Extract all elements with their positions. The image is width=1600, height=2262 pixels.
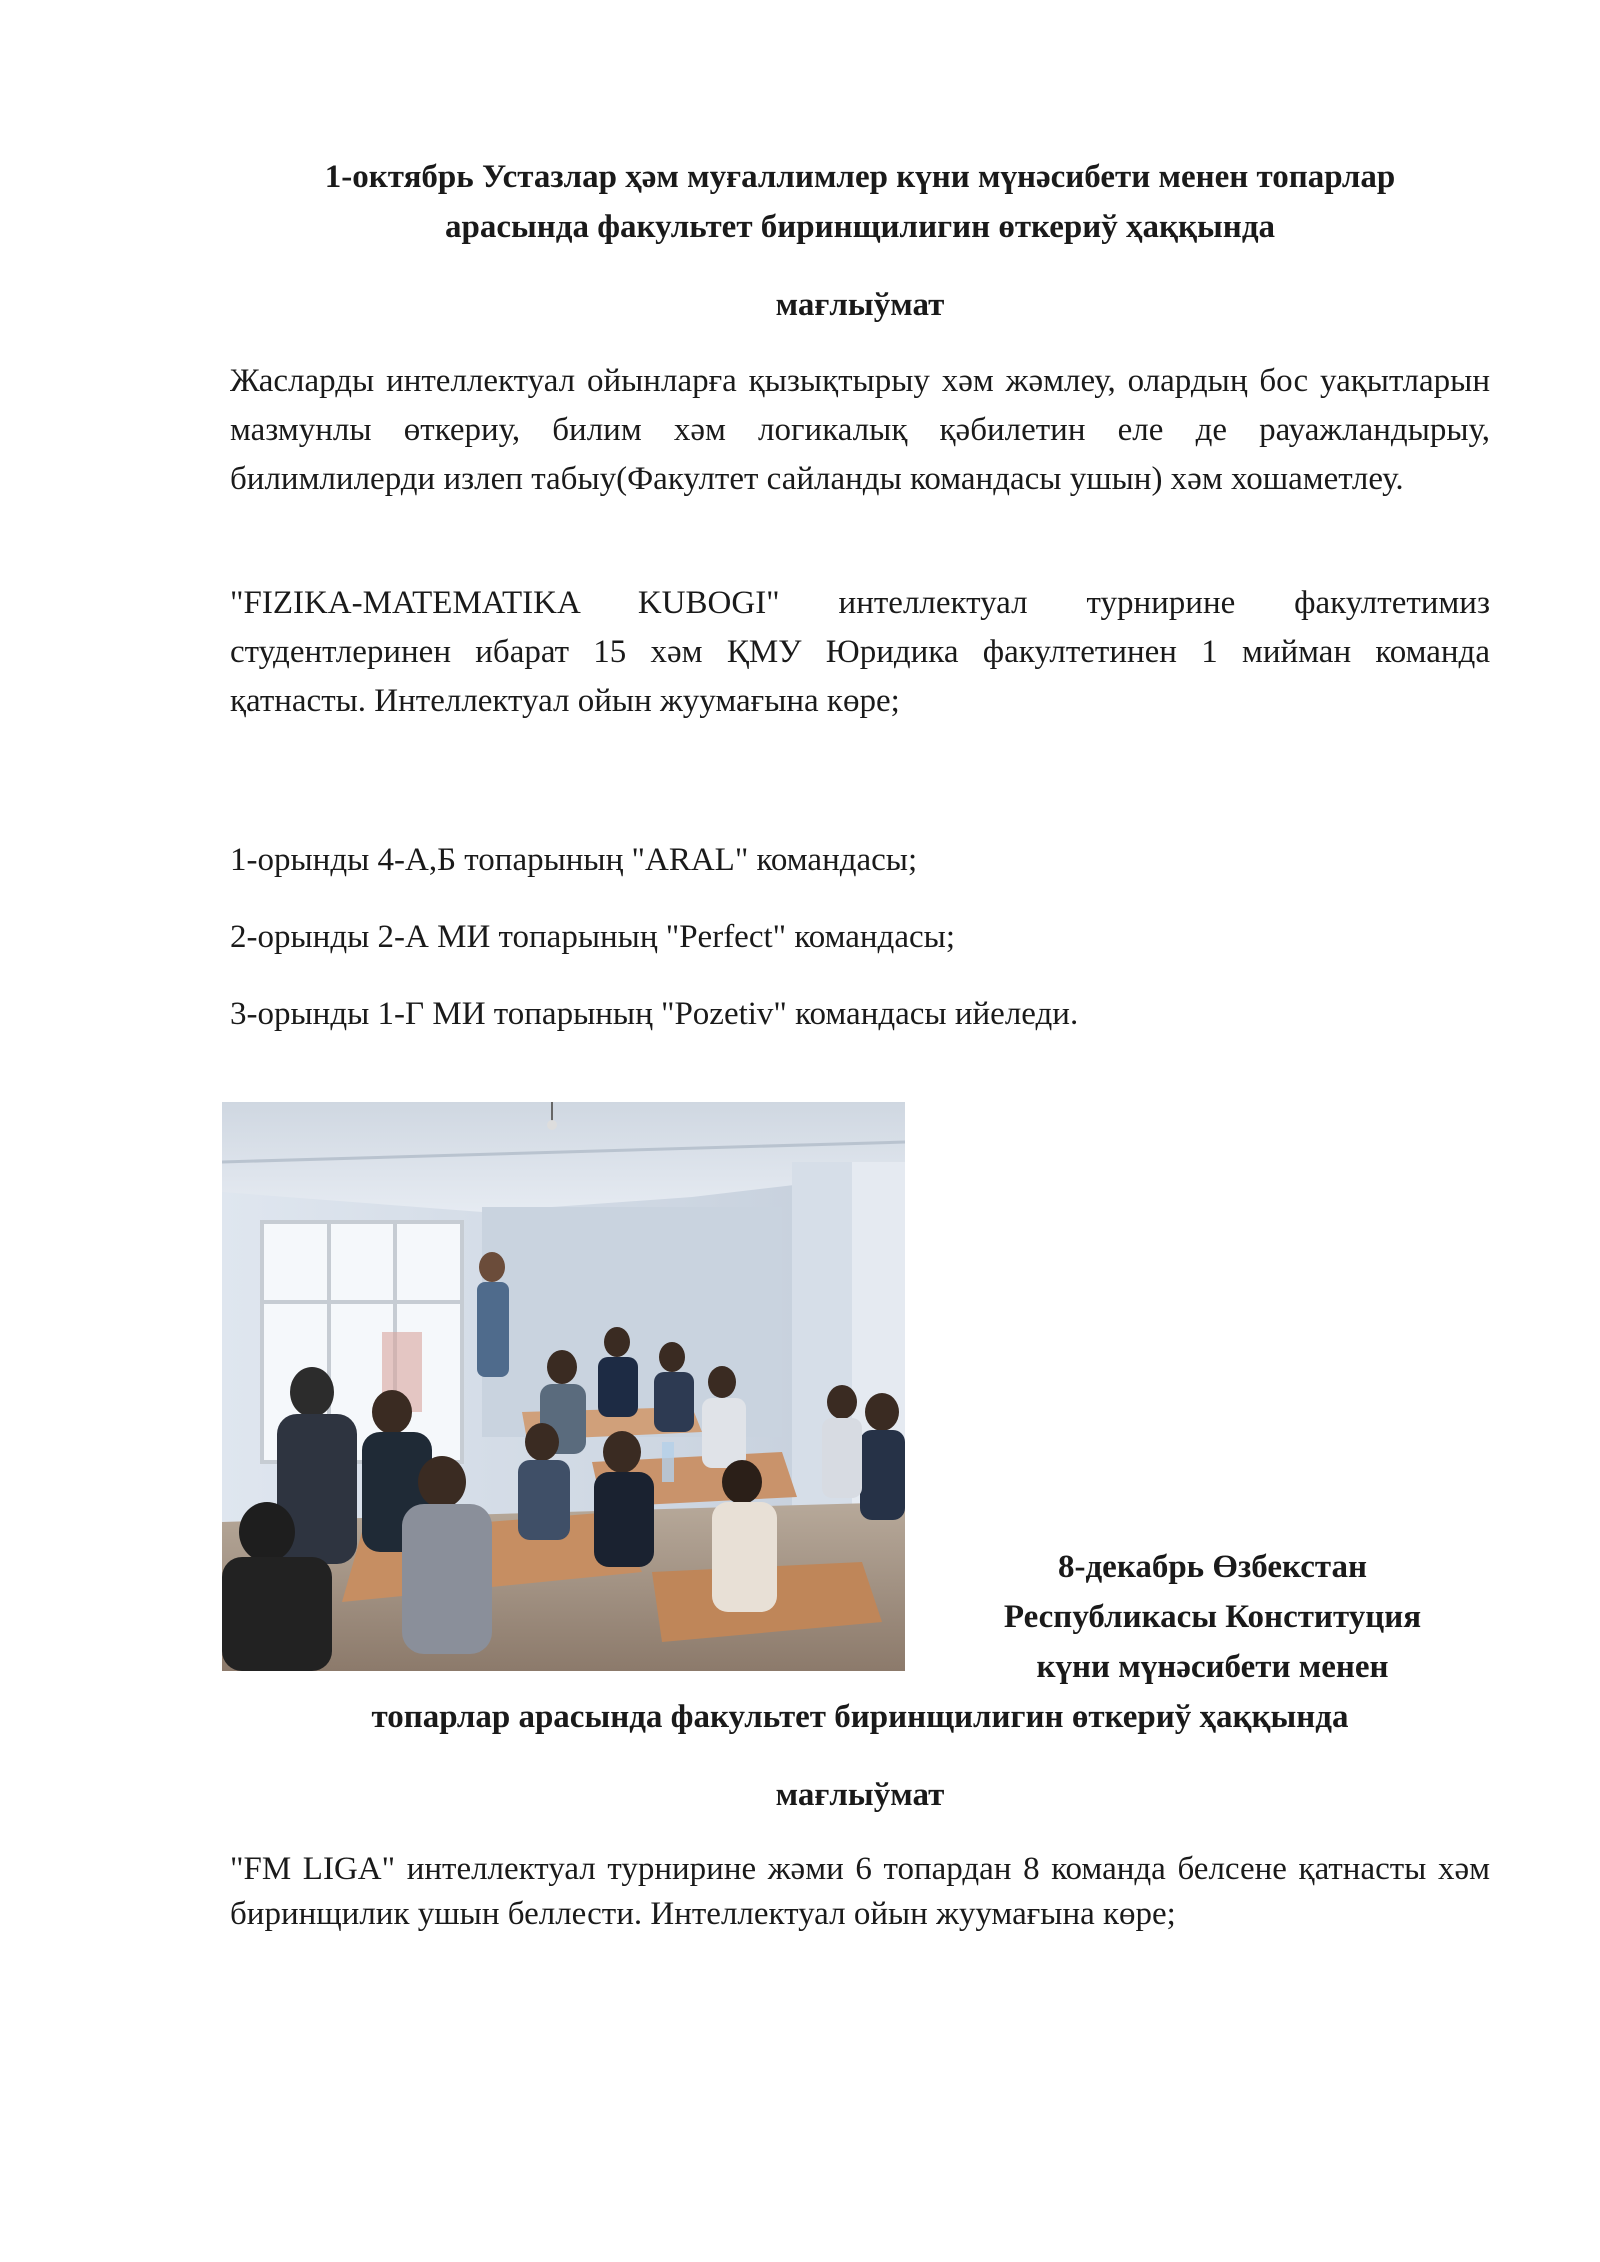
- section2-side-title-line1: 8-декабрь Өзбекстан: [1057, 1549, 1367, 1585]
- result-third-place: 3-орынды 1-Г МИ топарының "Pozetiv" командасы ийеледи.: [230, 996, 1079, 1032]
- section2-paragraph1: "FM LIGA" интеллектуал турнирине жәми 6 топардан 8 команда белсене қатнасты хәм биринщилик ушын беллести. Интеллектуал ойын жуумағына көре;: [230, 1851, 1490, 1932]
- classroom-photo-icon: [222, 1102, 905, 1671]
- section2-side-title-line3: күни мүнәсибети менен: [1036, 1649, 1389, 1685]
- result-first-place: 1-орынды 4-А,Б топарының "ARAL" командасы;: [230, 842, 918, 878]
- classroom-photo: [222, 1102, 905, 1671]
- section1-title-line1: 1-октябрь Устазлар ҳәм муғаллимлер күни мүнәсибети менен топарлар: [324, 159, 1396, 195]
- section2-title-line4: топарлар арасында факультет биринщилигин өткериў ҳаққында: [371, 1699, 1349, 1735]
- result-second-place: 2-орынды 2-А МИ топарының "Perfect" командасы;: [230, 919, 955, 955]
- section1-paragraph1: Жасларды интеллектуал ойынларға қызықтырыу хәм жәмлеу, олардың бос уақытларын мазмунлы өткериу, билим хәм логикалық қәбилетин еле де рауажландырыу, билимлилерди излеп табыу(Факултет сайланды командасы ушын) хәм хошаметлеу.: [230, 363, 1490, 497]
- section2-side-title-line2: Республикасы Конституция: [1003, 1599, 1422, 1635]
- section1-paragraph2: "FIZIKA-MATEMATIKA KUBOGI" интеллектуал турнирине факултетимиз студентлеринен ибарат 15 хәм ҚМУ Юридика факултетинен 1 мийман команда қатнасты. Интеллектуал ойын жуумағына көре;: [230, 585, 1490, 719]
- section1-title-line2: арасында факультет биринщилигин өткериў ҳаққында: [444, 209, 1276, 245]
- section1-subtitle: мағлыўмат: [775, 287, 945, 323]
- section2-subtitle: мағлыўмат: [775, 1777, 945, 1813]
